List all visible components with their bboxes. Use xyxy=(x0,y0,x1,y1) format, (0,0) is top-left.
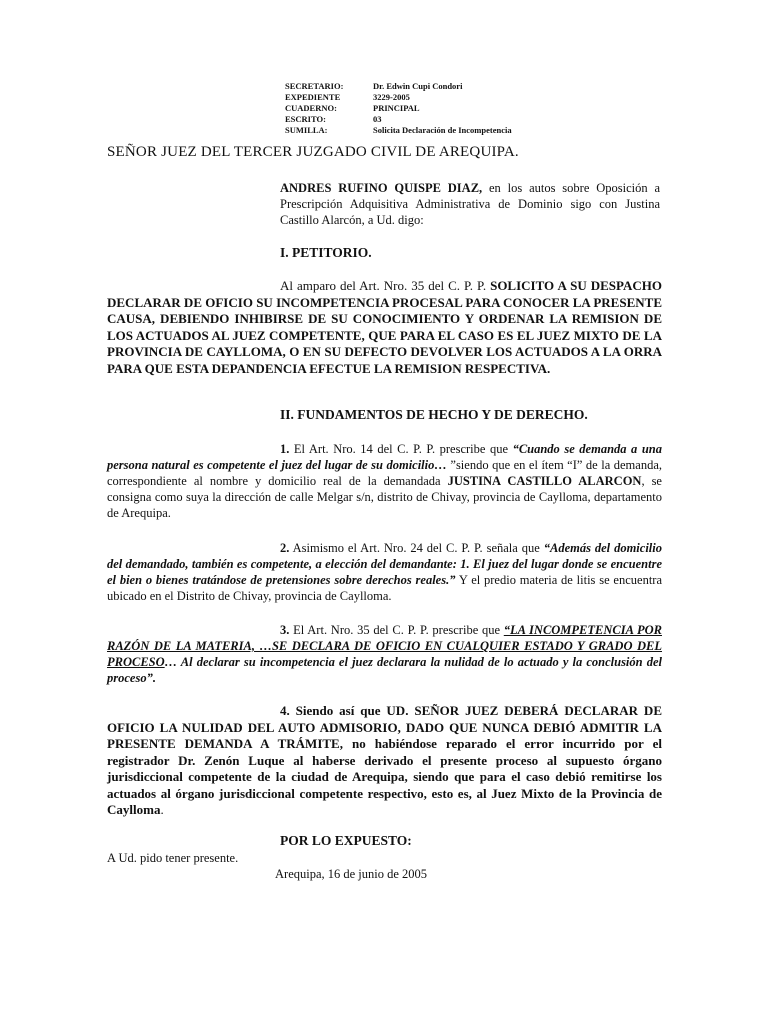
meta-key: SUMILLA: xyxy=(285,125,328,135)
intro-text: en los autos sobre Oposición a Prescripción Adquisitiva Administrativa de Dominio sigo con Justina Castillo Alarcón, a Ud. digo: xyxy=(280,181,660,227)
fundamento-1 xyxy=(107,441,662,521)
meta-value: Dr. Edwin Cupi Condori xyxy=(373,81,463,91)
text: ”siendo que en el ítem “I” de la demanda, correspondiente al nombre y domicilio real de la demandada xyxy=(107,458,662,488)
closing-heading: POR LO EXPUESTO: xyxy=(280,833,412,848)
meta-value: PRINCIPAL xyxy=(373,103,420,113)
text: , se consigna como suya la dirección de calle Melgar s/n, distrito de Chivay, provincia de Caylloma, departamento de Arequipa. xyxy=(107,474,662,520)
meta-key: SECRETARIO: xyxy=(285,81,344,91)
meta-row-expediente xyxy=(285,92,512,103)
meta-key: CUADERNO: xyxy=(285,103,337,113)
meta-value: 3229-2005 xyxy=(373,92,410,102)
meta-value: 03 xyxy=(373,114,382,124)
meta-row-secretario xyxy=(285,81,512,92)
meta-row-sumilla xyxy=(285,125,512,136)
fundamento-4 xyxy=(107,703,662,819)
legal-quote-underlined: “LA INCOMPETENCIA POR RAZÓN DE LA MATERIA, …SE DECLARA DE OFICIO EN CUALQUIER ESTADO Y GRADO DEL PROCESO xyxy=(107,623,662,669)
meta-row-cuaderno xyxy=(285,103,512,114)
item-number: 4. xyxy=(280,703,290,718)
fundamento-3 xyxy=(107,622,662,686)
defendant-name: JUSTINA CASTILLO ALARCON xyxy=(447,474,642,488)
petitorio-request: SOLICITO A SU DESPACHO DECLARAR DE OFICIO SU INCOMPETENCIA PROCESAL PARA CONOCER LA PRESENTE CAUSA, DEBIENDO INHIBIRSE DE SU CONOCIMIENTO Y ORDENAR LA REMISION DE LOS ACTUADOS AL JUEZ COMPETENTE, QUE PARA EL CASO ES EL JUEZ MIXTO DE LA PROVINCIA DE CAYLLOMA, O EN SU DEFECTO DEVOLVER LOS ACTUADOS A LA ORRA PARA QUE ESTA DEPANDENCIA EFECTUE LA REMISION RESPECTIVA. xyxy=(107,278,663,376)
text: El Art. Nro. 35 del C. P. P. prescribe que xyxy=(289,623,504,637)
legal-quote: … Al declarar su incompetencia el juez declarara la nulidad de lo actuado y la conclusión del proceso”. xyxy=(107,655,662,685)
text: Y el predio materia de litis se encuentra ubicado en el Distrito de Chivay, provincia de Caylloma. xyxy=(107,573,663,603)
petitorio-paragraph xyxy=(107,278,662,377)
intro-paragraph xyxy=(280,180,660,228)
addressee-line: SEÑOR JUEZ DEL TERCER JUZGADO CIVIL DE AREQUIPA. xyxy=(107,144,519,160)
case-metadata xyxy=(285,81,512,136)
document-date: Arequipa, 16 de junio de 2005 xyxy=(275,867,428,881)
meta-key: EXPEDIENTE xyxy=(285,92,341,102)
meta-value: Solicita Declaración de Incompetencia xyxy=(373,125,512,135)
item-number: 1. xyxy=(280,442,290,456)
text: Siendo así que UD. SEÑOR JUEZ DEBERÁ DECLARAR DE OFICIO LA NULIDAD DEL AUTO ADMISORIO, DADO QUE NUNCA DEBIÓ ADMITIR LA PRESENTE DEMANDA A TRÁMITE, no habiéndose reparado el error incurrido por el registrador Dr. Zenón Luque al haberse derivado el presente proceso al supuesto órgano jurisdiccional competente de la ciudad de Arequipa, siendo que para el caso debió remitirse los actuados al órgano jurisdiccional competente respectivo, esto es, al Juez Mixto de la Provincia de Caylloma xyxy=(107,703,662,817)
text: El Art. Nro. 14 del C. P. P. prescribe que xyxy=(289,442,513,456)
item-number: 2. xyxy=(280,541,290,555)
section-heading-petitorio: I. PETITORIO. xyxy=(280,245,372,260)
petitioner-name: ANDRES RUFINO QUISPE DIAZ, xyxy=(280,181,483,195)
text-end: . xyxy=(160,802,164,817)
legal-quote: “Cuando se demanda a una persona natural es competente el juez del lugar de su domicilio… xyxy=(107,442,663,472)
meta-key: ESCRITO: xyxy=(285,114,326,124)
petitorio-lead: Al amparo del Art. Nro. 35 del C. P. P. xyxy=(280,278,491,293)
section-heading-fundamentos: II. FUNDAMENTOS DE HECHO Y DE DERECHO. xyxy=(280,407,588,422)
closing-request: A Ud. pido tener presente. xyxy=(107,851,239,865)
text: Asimismo el Art. Nro. 24 del C. P. P. señala que xyxy=(289,541,544,555)
fundamento-2 xyxy=(107,540,662,604)
legal-quote: “Además del domicilio del demandado, también es competente, a elección del demandante: 1. El juez del lugar donde se encuentre el bien o bienes tratándose de pretensiones sobre derechos reales.” xyxy=(107,541,662,587)
item-number: 3. xyxy=(280,623,290,637)
meta-row-escrito xyxy=(285,114,512,125)
